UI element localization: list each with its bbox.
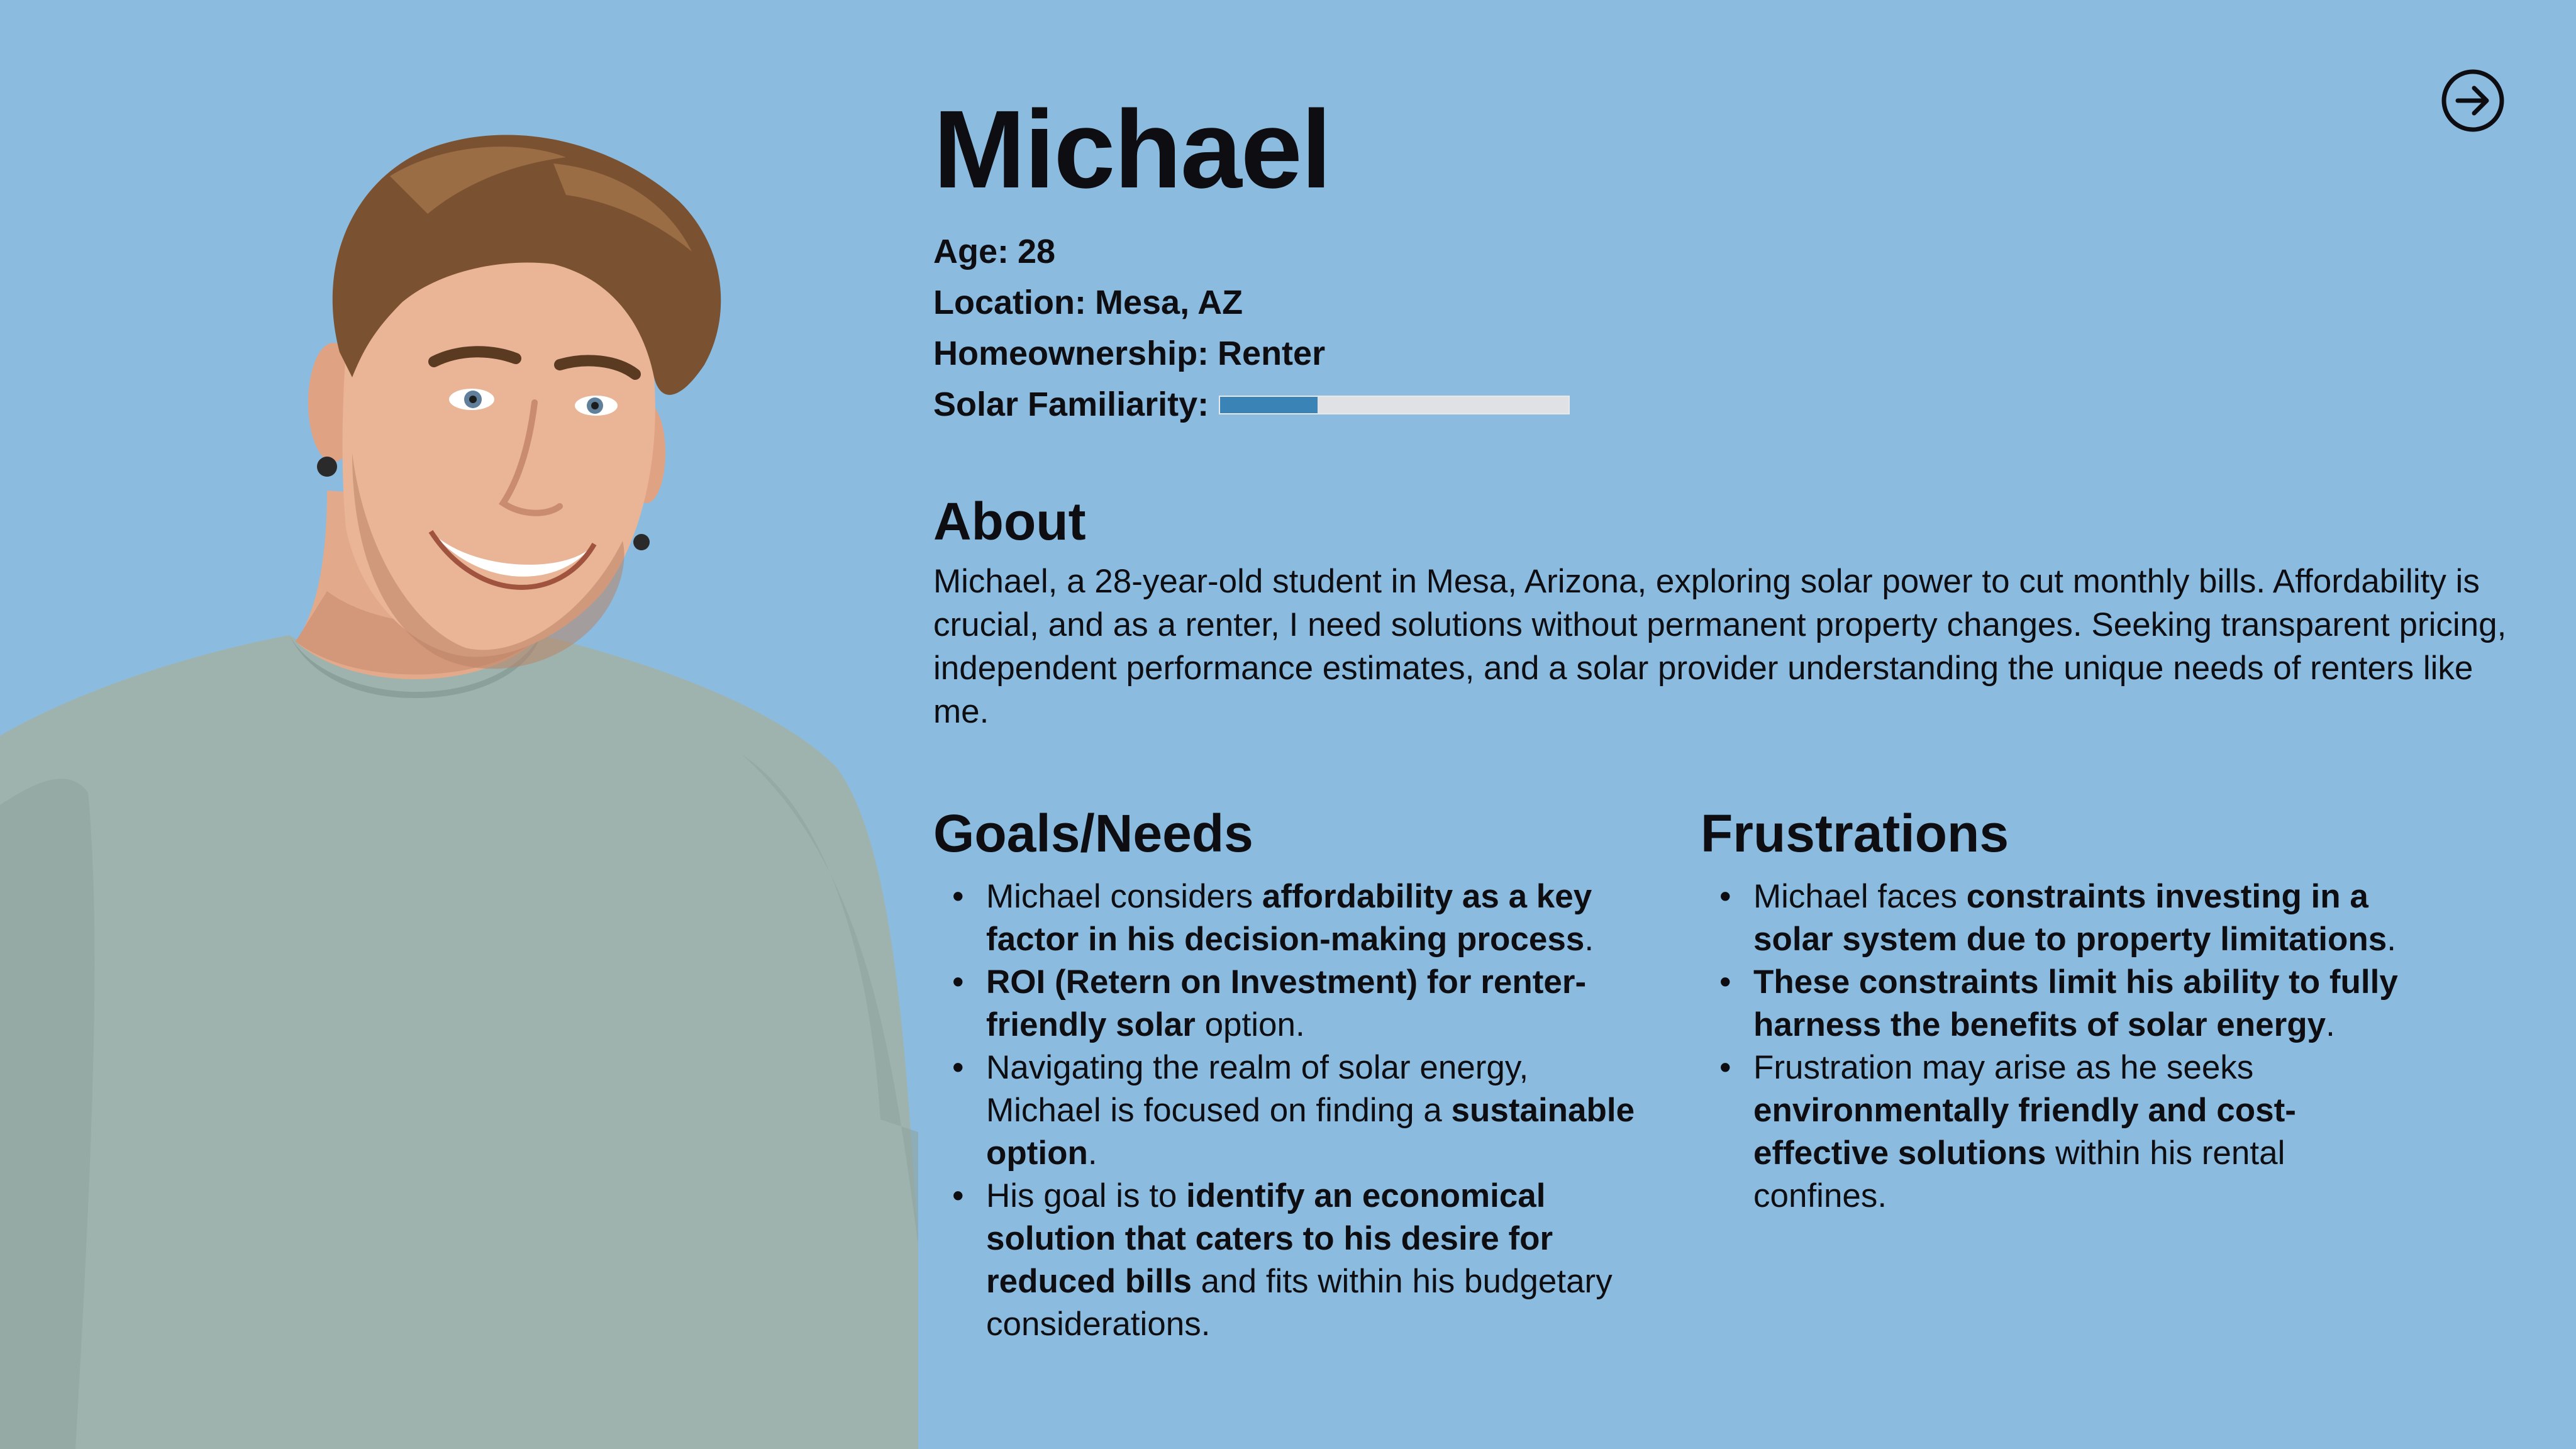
persona-name: Michael bbox=[933, 88, 1331, 211]
item-text: . bbox=[2326, 1006, 2335, 1043]
goals-list bbox=[933, 875, 1644, 1346]
list-item bbox=[1701, 875, 2411, 961]
item-emphasis: affordability as a key factor in his decision-making process bbox=[986, 878, 1592, 958]
item-text: Frustration may arise as he seeks bbox=[1753, 1049, 2254, 1086]
frustrations-list bbox=[1701, 875, 2411, 1218]
item-text: . bbox=[2387, 921, 2396, 958]
item-emphasis: sustainable option bbox=[986, 1092, 1635, 1172]
item-emphasis: identify an economical solution that caters to his desire for reduced bills bbox=[986, 1177, 1553, 1300]
meta-solar-familiarity bbox=[933, 379, 1570, 430]
about-title: About bbox=[933, 492, 1086, 551]
item-text: Michael faces bbox=[1753, 878, 1967, 915]
persona-meta bbox=[933, 226, 1570, 430]
item-text: His goal is to bbox=[986, 1177, 1187, 1214]
list-item bbox=[1701, 961, 2411, 1046]
meta-value: Mesa, AZ bbox=[1094, 284, 1243, 321]
list-item bbox=[933, 1046, 1644, 1175]
frustrations-title: Frustrations bbox=[1701, 804, 2009, 863]
item-emphasis: environmentally friendly and cost-effective solutions bbox=[1753, 1092, 2296, 1172]
about-text: Michael, a 28-year-old student in Mesa, Arizona, exploring solar power to cut monthly bills. Affordability is crucial, and as a renter, I need solutions without permanent property changes. Seeking transparent pricing, independent performance estimates, and a solar provider understanding the unique needs of renters like me. bbox=[933, 563, 2507, 730]
item-text: Michael considers bbox=[986, 878, 1262, 915]
item-text: within his rental confines. bbox=[1753, 1135, 2285, 1214]
item-emphasis: constraints investing in a solar system due to property limitations bbox=[1753, 878, 2387, 958]
item-text: Navigating the realm of solar energy, Michael is focused on finding a bbox=[986, 1049, 1529, 1129]
next-button[interactable] bbox=[2439, 67, 2507, 135]
item-text: . bbox=[1087, 1135, 1097, 1172]
meta-location bbox=[933, 277, 1570, 328]
arrow-right-circle-icon[interactable] bbox=[2439, 67, 2507, 135]
item-emphasis: These constraints limit his ability to fully harness the benefits of solar energy bbox=[1753, 963, 2398, 1043]
item-emphasis: ROI (Retern on Investment) for renter-friendly solar bbox=[986, 963, 1587, 1043]
meta-label: Homeownership: bbox=[933, 335, 1209, 372]
list-item bbox=[933, 961, 1644, 1046]
solar-familiarity-bar bbox=[1219, 396, 1570, 414]
meta-age bbox=[933, 226, 1570, 277]
list-item bbox=[933, 875, 1644, 961]
solar-familiarity-fill bbox=[1220, 397, 1318, 413]
meta-homeownership bbox=[933, 328, 1570, 379]
persona-photo bbox=[0, 50, 918, 1449]
list-item bbox=[933, 1175, 1644, 1346]
item-text: and fits within his budgetary considerations. bbox=[986, 1263, 1613, 1343]
goals-title: Goals/Needs bbox=[933, 804, 1253, 863]
item-text: option. bbox=[1195, 1006, 1305, 1043]
meta-value: 28 bbox=[1018, 233, 1056, 270]
meta-label: Location: bbox=[933, 284, 1086, 321]
meta-value: Renter bbox=[1218, 335, 1326, 372]
meta-label: Solar Familiarity: bbox=[933, 386, 1209, 423]
item-text: . bbox=[1584, 921, 1594, 958]
list-item bbox=[1701, 1046, 2411, 1218]
meta-label: Age: bbox=[933, 233, 1009, 270]
